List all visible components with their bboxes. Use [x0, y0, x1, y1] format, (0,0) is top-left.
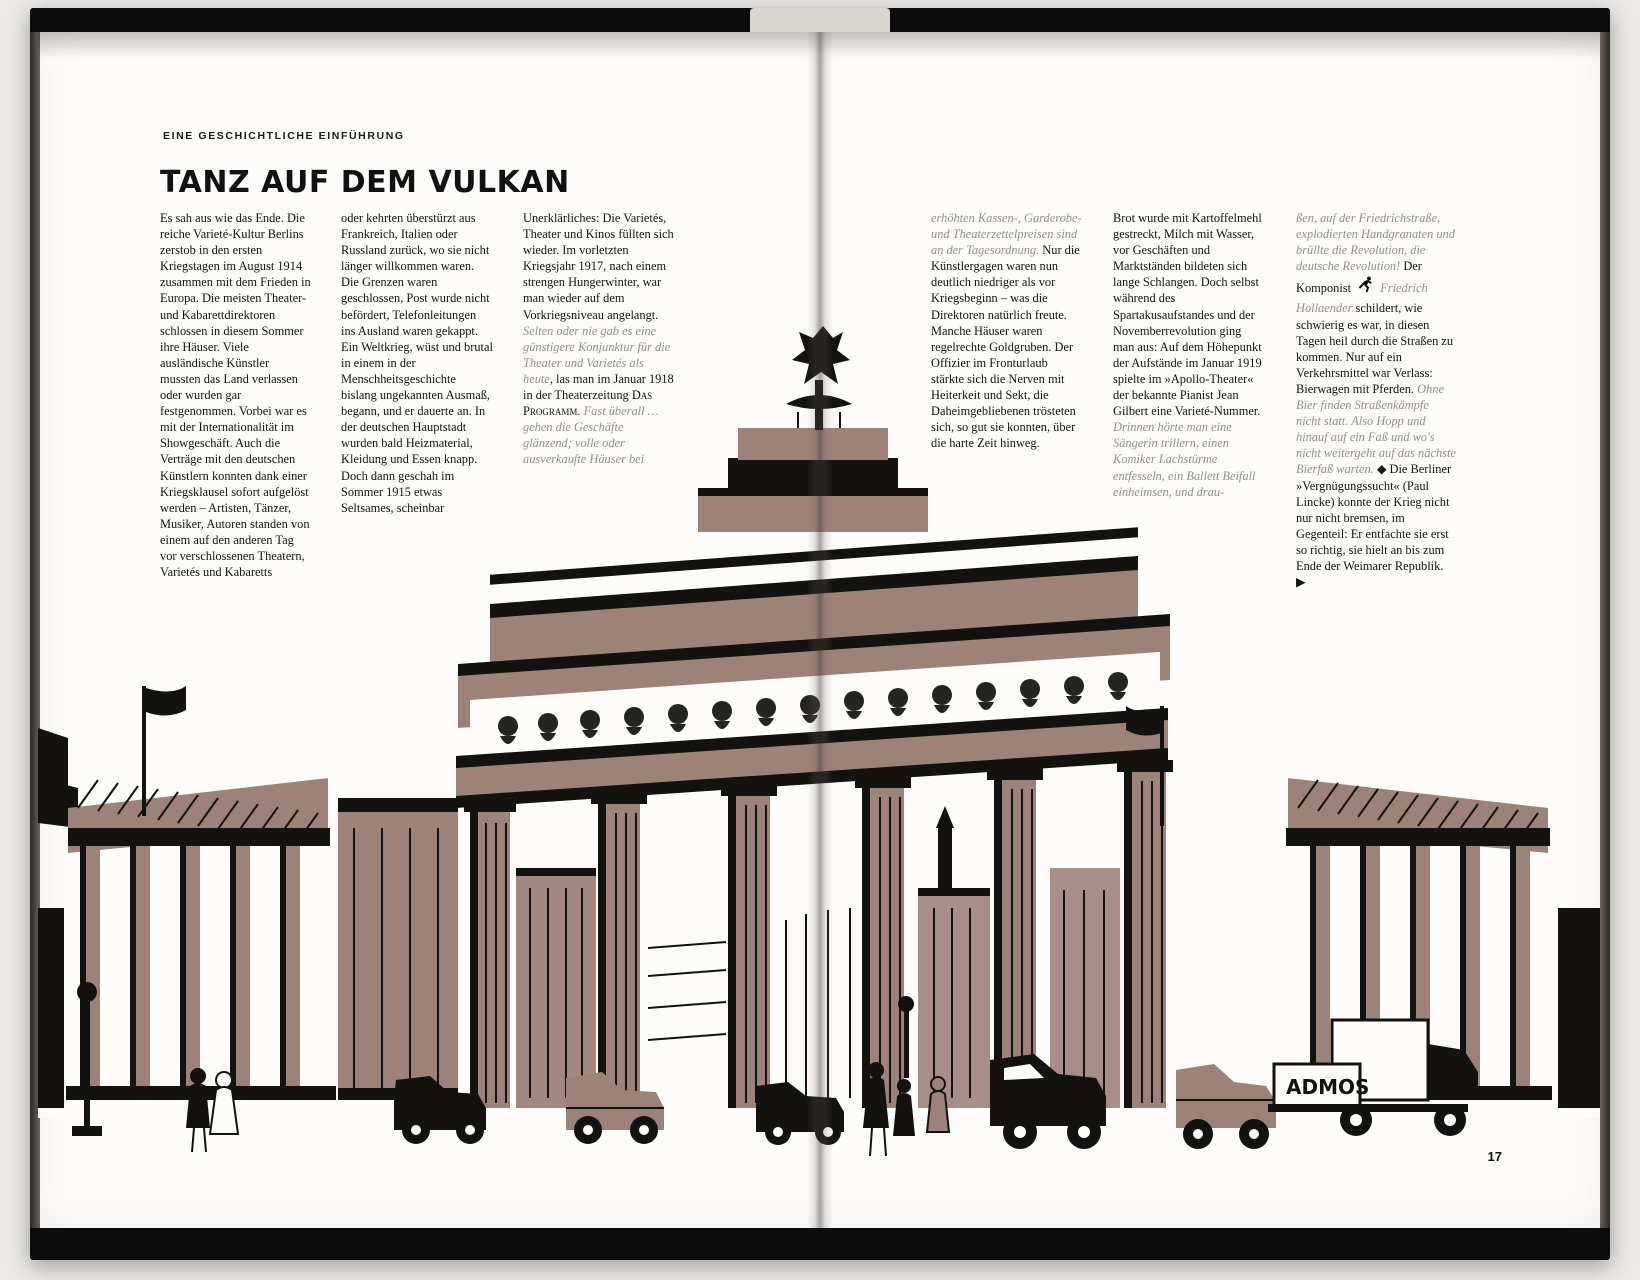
- column-1-body: Es sah aus wie das Ende. Die reiche Varieté-Kultur Berlins zerstob in den ersten Kriegstagen im August 1914 zusammen mit dem Frieden in Europa. Die meisten Theater- und Kabarettdirektoren schlossen in diesem Sommer ihre Häuser. Viele ausländische Künstler mussten das Land verlassen oder wurden gar festgenommen. Vorbei war es mit der Internationalität im Showgeschäft. Auch die Verträge mit den deutschen Künstlern konnten dank einer Kriegsklausel sofort aufgelöst werden – Artisten, Tänzer, Musiker, Autoren standen von einem auf den anderen Tag vor verschlossenen Theatern, Varietés und Kabaretts: [160, 211, 311, 580]
- column-3-publication: Das Programm: [523, 388, 653, 419]
- column-6-body-b: schildert, wie schwierig es war, in diesen Tagen heil durch die Straßen zu kommen. Nur auf ein Verkehrsmittel war Verlass: Bierwagen mit Pferden.: [1296, 301, 1454, 396]
- open-book: [30, 8, 1610, 1260]
- text-column-6: [1296, 210, 1456, 590]
- text-column-2: [341, 210, 493, 516]
- column-3-body-a: Unerklärliches: Die Varietés, Theater und Kinos füllten sich wieder. Im vorletzten Kriegsjahr 1917, nach einem strengen Hungerwinter, war man wieder auf dem Vorkriegsniveau angelangt.: [523, 211, 674, 322]
- section-eyebrow: EINE GESCHICHTLICHE EINFÜHRUNG: [163, 130, 405, 142]
- dancing-figure-icon: [1356, 274, 1378, 300]
- column-3-body-b: , las man im Januar 1918 in der Theaterzeitung: [523, 371, 674, 403]
- column-6-quote-2: Ohne Bier finden Straßenkämpfe nicht statt. Also Hopp und hinauf auf ein Faß und wo's nicht weitergeht auf das nächste Bierfaß warten.: [1296, 381, 1456, 477]
- text-column-3: [523, 210, 675, 468]
- truck-sign-text: ADMOS: [1286, 1075, 1370, 1099]
- text-column-1: [160, 210, 312, 580]
- column-3-quote-2: Fast überall … gehen die Geschäfte glänzend; volle oder ausverkaufte Häuser bei: [523, 404, 659, 467]
- column-6-person-name[interactable]: Friedrich Hollaender: [1296, 281, 1428, 316]
- column-6-body-c: ◆ Die Berliner »Vergnügungssucht« (Paul Lincke) konnte der Krieg nicht nur nicht bremsen, im Gegenteil: Er entfachte sie erst so richtig, sie hielt an bis zum Ende der Weimarer Republik. ▶: [1296, 462, 1452, 590]
- page-content: [38, 32, 1600, 1228]
- column-6-body-a: Der Komponist: [1296, 259, 1422, 296]
- spine-bump: [750, 8, 890, 34]
- page-number: 17: [1487, 1149, 1502, 1164]
- column-4-body: Nur die Künstlergagen waren nun deutlich niedriger als vor Kriegsbeginn – was die Direktoren natürlich freute. Manche Häuser waren regelrechte Goldgruben. Der Offizier im Fronturlaub stärkte sich die Nerven mit Heiterkeit und Sekt, die Daheimgebliebenen trösteten sich, so gut sie konnten, über die harte Zeit hinweg.: [931, 243, 1080, 451]
- column-6-quote-1: ßen, auf der Friedrichstraße, explodierten Handgranaten und brüllte die Revolution, die deutsche Revolution!: [1296, 211, 1455, 274]
- column-5-body: Brot wurde mit Kartoffelmehl gestreckt, Milch mit Wasser, vor Geschäften und Marktständen bildeten sich lange Schlangen. Doch selbst während des Spartakusaufstandes und der Novemberrevolution ging man aus: Auf dem Höhepunkt der Aufstände im Januar 1919 spielte im »Apollo-Theater« der bekannte Pianist Jean Gilbert eine Varieté-Nummer.: [1113, 211, 1262, 419]
- page-edge-right: [1600, 32, 1610, 1228]
- column-3-quote-1: Selten oder nie gab es eine günstigere Konjunktur für die Theater und Varietés als heute: [523, 323, 671, 386]
- column-5-quote-1: Drinnen hörte man eine Sängerin trillern, einen Komiker Lachstürme entfesseln, ein Ballett Beifall einheimsen, und drau-: [1113, 420, 1256, 499]
- column-4-quote-1: erhöhten Kassen-, Garderobe- und Theaterzettelpreisen sind an der Tagesordnung.: [931, 211, 1082, 258]
- text-column-5: [1113, 210, 1265, 500]
- column-3-body-c: .: [577, 404, 584, 419]
- column-2-body: oder kehrten überstürzt aus Frankreich, Italien oder Russland zurück, wo sie nicht länger willkommen waren. Die Grenzen waren geschlossen, Post wurde nicht befördert, Telefonleitungen ins Ausland waren gekappt. Ein Weltkrieg, wüst und brutal in einem in der Menschheitsgeschichte bislang ungekannten Ausmaß, begann, und er dauerte an. In der deutschen Hauptstadt wurden bald Heizmaterial, Kleidung und Essen knapp. Doch dann geschah im Sommer 1915 etwas Seltsames, scheinbar: [341, 211, 493, 515]
- page-title: TANZ AUF DEM VULKAN: [160, 165, 570, 201]
- text-column-4: [931, 210, 1083, 451]
